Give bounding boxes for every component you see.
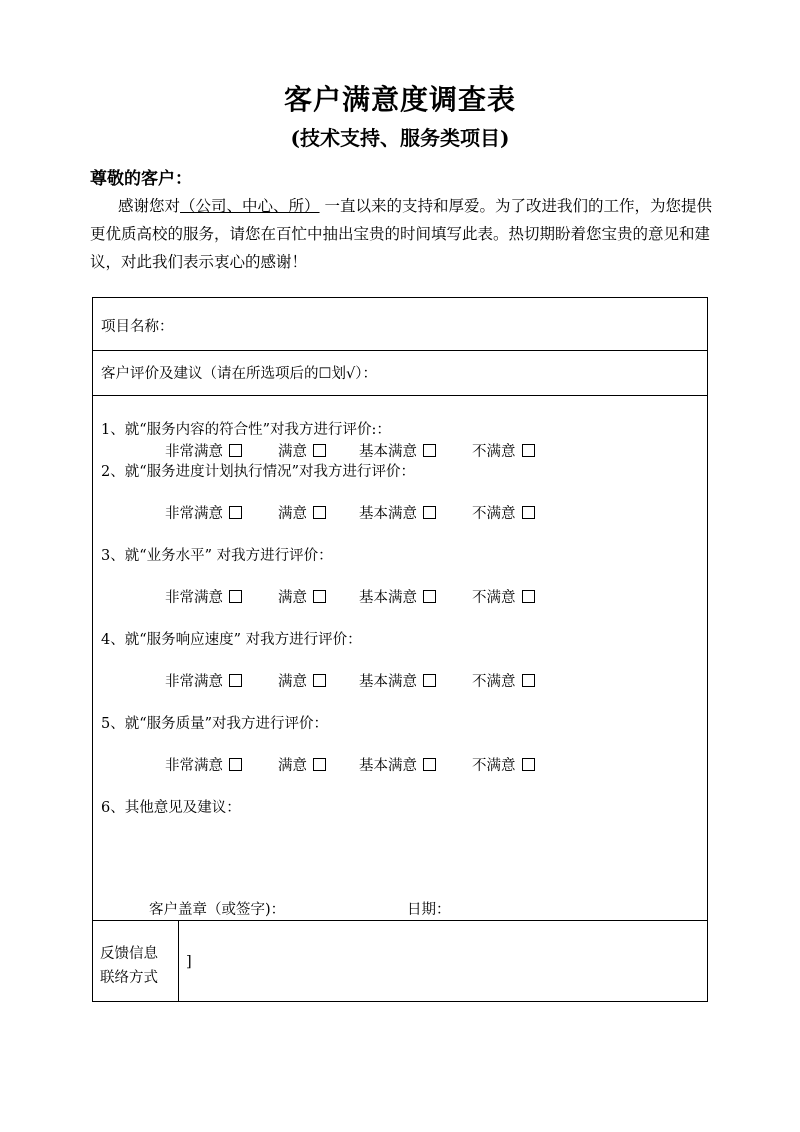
question-4: 4、就“服务响应速度” 对我方进行评价： bbox=[101, 632, 362, 648]
option-very-satisfied-label: 非常满意 bbox=[165, 444, 223, 460]
option-very-satisfied-label: 非常满意 bbox=[165, 674, 223, 690]
project-name-label: 项目名称： bbox=[101, 319, 174, 335]
evaluation-label: 客户评价及建议（请在所选项后的☐划√）： bbox=[101, 366, 377, 382]
option-very-satisfied-label: 非常满意 bbox=[165, 506, 223, 522]
intro-underlined-blank: （公司、中心、所） bbox=[180, 197, 320, 215]
option-dissatisfied-label: 不满意 bbox=[472, 590, 516, 606]
feedback-contact-field[interactable]: ] bbox=[186, 954, 192, 970]
option-basically-satisfied-label: 基本满意 bbox=[359, 590, 417, 606]
feedback-label-line-1: 反馈信息 bbox=[100, 946, 158, 962]
checkbox[interactable] bbox=[423, 674, 436, 687]
option-very-satisfied-label: 非常满意 bbox=[165, 590, 223, 606]
checkbox[interactable] bbox=[423, 506, 436, 519]
checkbox[interactable] bbox=[423, 590, 436, 603]
option-dissatisfied-label: 不满意 bbox=[472, 758, 516, 774]
checkbox[interactable] bbox=[522, 758, 535, 771]
checkbox[interactable] bbox=[423, 758, 436, 771]
option-basically-satisfied-label: 基本满意 bbox=[359, 674, 417, 690]
option-basically-satisfied-label: 基本满意 bbox=[359, 506, 417, 522]
date-label: 日期： bbox=[407, 902, 451, 918]
checkbox[interactable] bbox=[313, 444, 326, 457]
option-basically-satisfied-label: 基本满意 bbox=[359, 758, 417, 774]
salutation: 尊敬的客户： bbox=[90, 169, 192, 189]
rating-options-5 bbox=[165, 754, 665, 774]
feedback-label-line-2: 联络方式 bbox=[100, 970, 158, 986]
intro-text-after: 一直以来的支持和厚爱。为了改进我们的工作，为您提供更优质高校的服务，请您在百忙中抽出宝贵的时间填写此表。热切期盼着您宝贵的意见和建议，对此我们表示衷心的感谢！ bbox=[90, 197, 712, 271]
option-satisfied-label: 满意 bbox=[278, 590, 307, 606]
rating-options-4 bbox=[165, 670, 665, 690]
rating-options-2 bbox=[165, 502, 665, 522]
row-divider bbox=[93, 395, 707, 396]
intro-text-before: 感谢您对 bbox=[118, 197, 181, 215]
row-divider bbox=[93, 350, 707, 351]
checkbox[interactable] bbox=[313, 674, 326, 687]
page-title: 客户满意度调查表 bbox=[283, 83, 516, 116]
intro-paragraph bbox=[90, 192, 726, 276]
column-divider bbox=[178, 920, 179, 1001]
checkbox[interactable] bbox=[313, 590, 326, 603]
page-subtitle: (技术支持、服务类项目) bbox=[290, 126, 510, 150]
option-satisfied-label: 满意 bbox=[278, 674, 307, 690]
question-3: 3、就“业务水平” 对我方进行评价： bbox=[101, 548, 333, 564]
rating-options-1 bbox=[165, 440, 665, 460]
question-2: 2、就“服务进度计划执行情况”对我方进行评价： bbox=[101, 464, 416, 480]
rating-options-3 bbox=[165, 586, 665, 606]
checkbox[interactable] bbox=[229, 758, 242, 771]
checkbox[interactable] bbox=[229, 674, 242, 687]
option-satisfied-label: 满意 bbox=[278, 506, 307, 522]
option-dissatisfied-label: 不满意 bbox=[472, 506, 516, 522]
option-very-satisfied-label: 非常满意 bbox=[165, 758, 223, 774]
checkbox[interactable] bbox=[522, 444, 535, 457]
option-basically-satisfied-label: 基本满意 bbox=[359, 444, 417, 460]
option-satisfied-label: 满意 bbox=[278, 444, 307, 460]
stamp-label: 客户盖章（或签字)： bbox=[149, 902, 286, 918]
checkbox[interactable] bbox=[313, 758, 326, 771]
option-dissatisfied-label: 不满意 bbox=[472, 444, 516, 460]
checkbox[interactable] bbox=[522, 590, 535, 603]
question-1: 1、就“服务内容的符合性”对我方进行评价:： bbox=[101, 422, 391, 438]
checkbox[interactable] bbox=[522, 506, 535, 519]
checkbox[interactable] bbox=[522, 674, 535, 687]
checkbox[interactable] bbox=[229, 590, 242, 603]
option-dissatisfied-label: 不满意 bbox=[472, 674, 516, 690]
checkbox[interactable] bbox=[423, 444, 436, 457]
survey-form bbox=[92, 297, 708, 1002]
checkbox[interactable] bbox=[313, 506, 326, 519]
option-satisfied-label: 满意 bbox=[278, 758, 307, 774]
row-divider bbox=[93, 920, 707, 921]
checkbox[interactable] bbox=[229, 444, 242, 457]
checkbox[interactable] bbox=[229, 506, 242, 519]
question-6: 6、其他意见及建议： bbox=[101, 800, 241, 816]
question-5: 5、就“服务质量”对我方进行评价： bbox=[101, 716, 329, 732]
